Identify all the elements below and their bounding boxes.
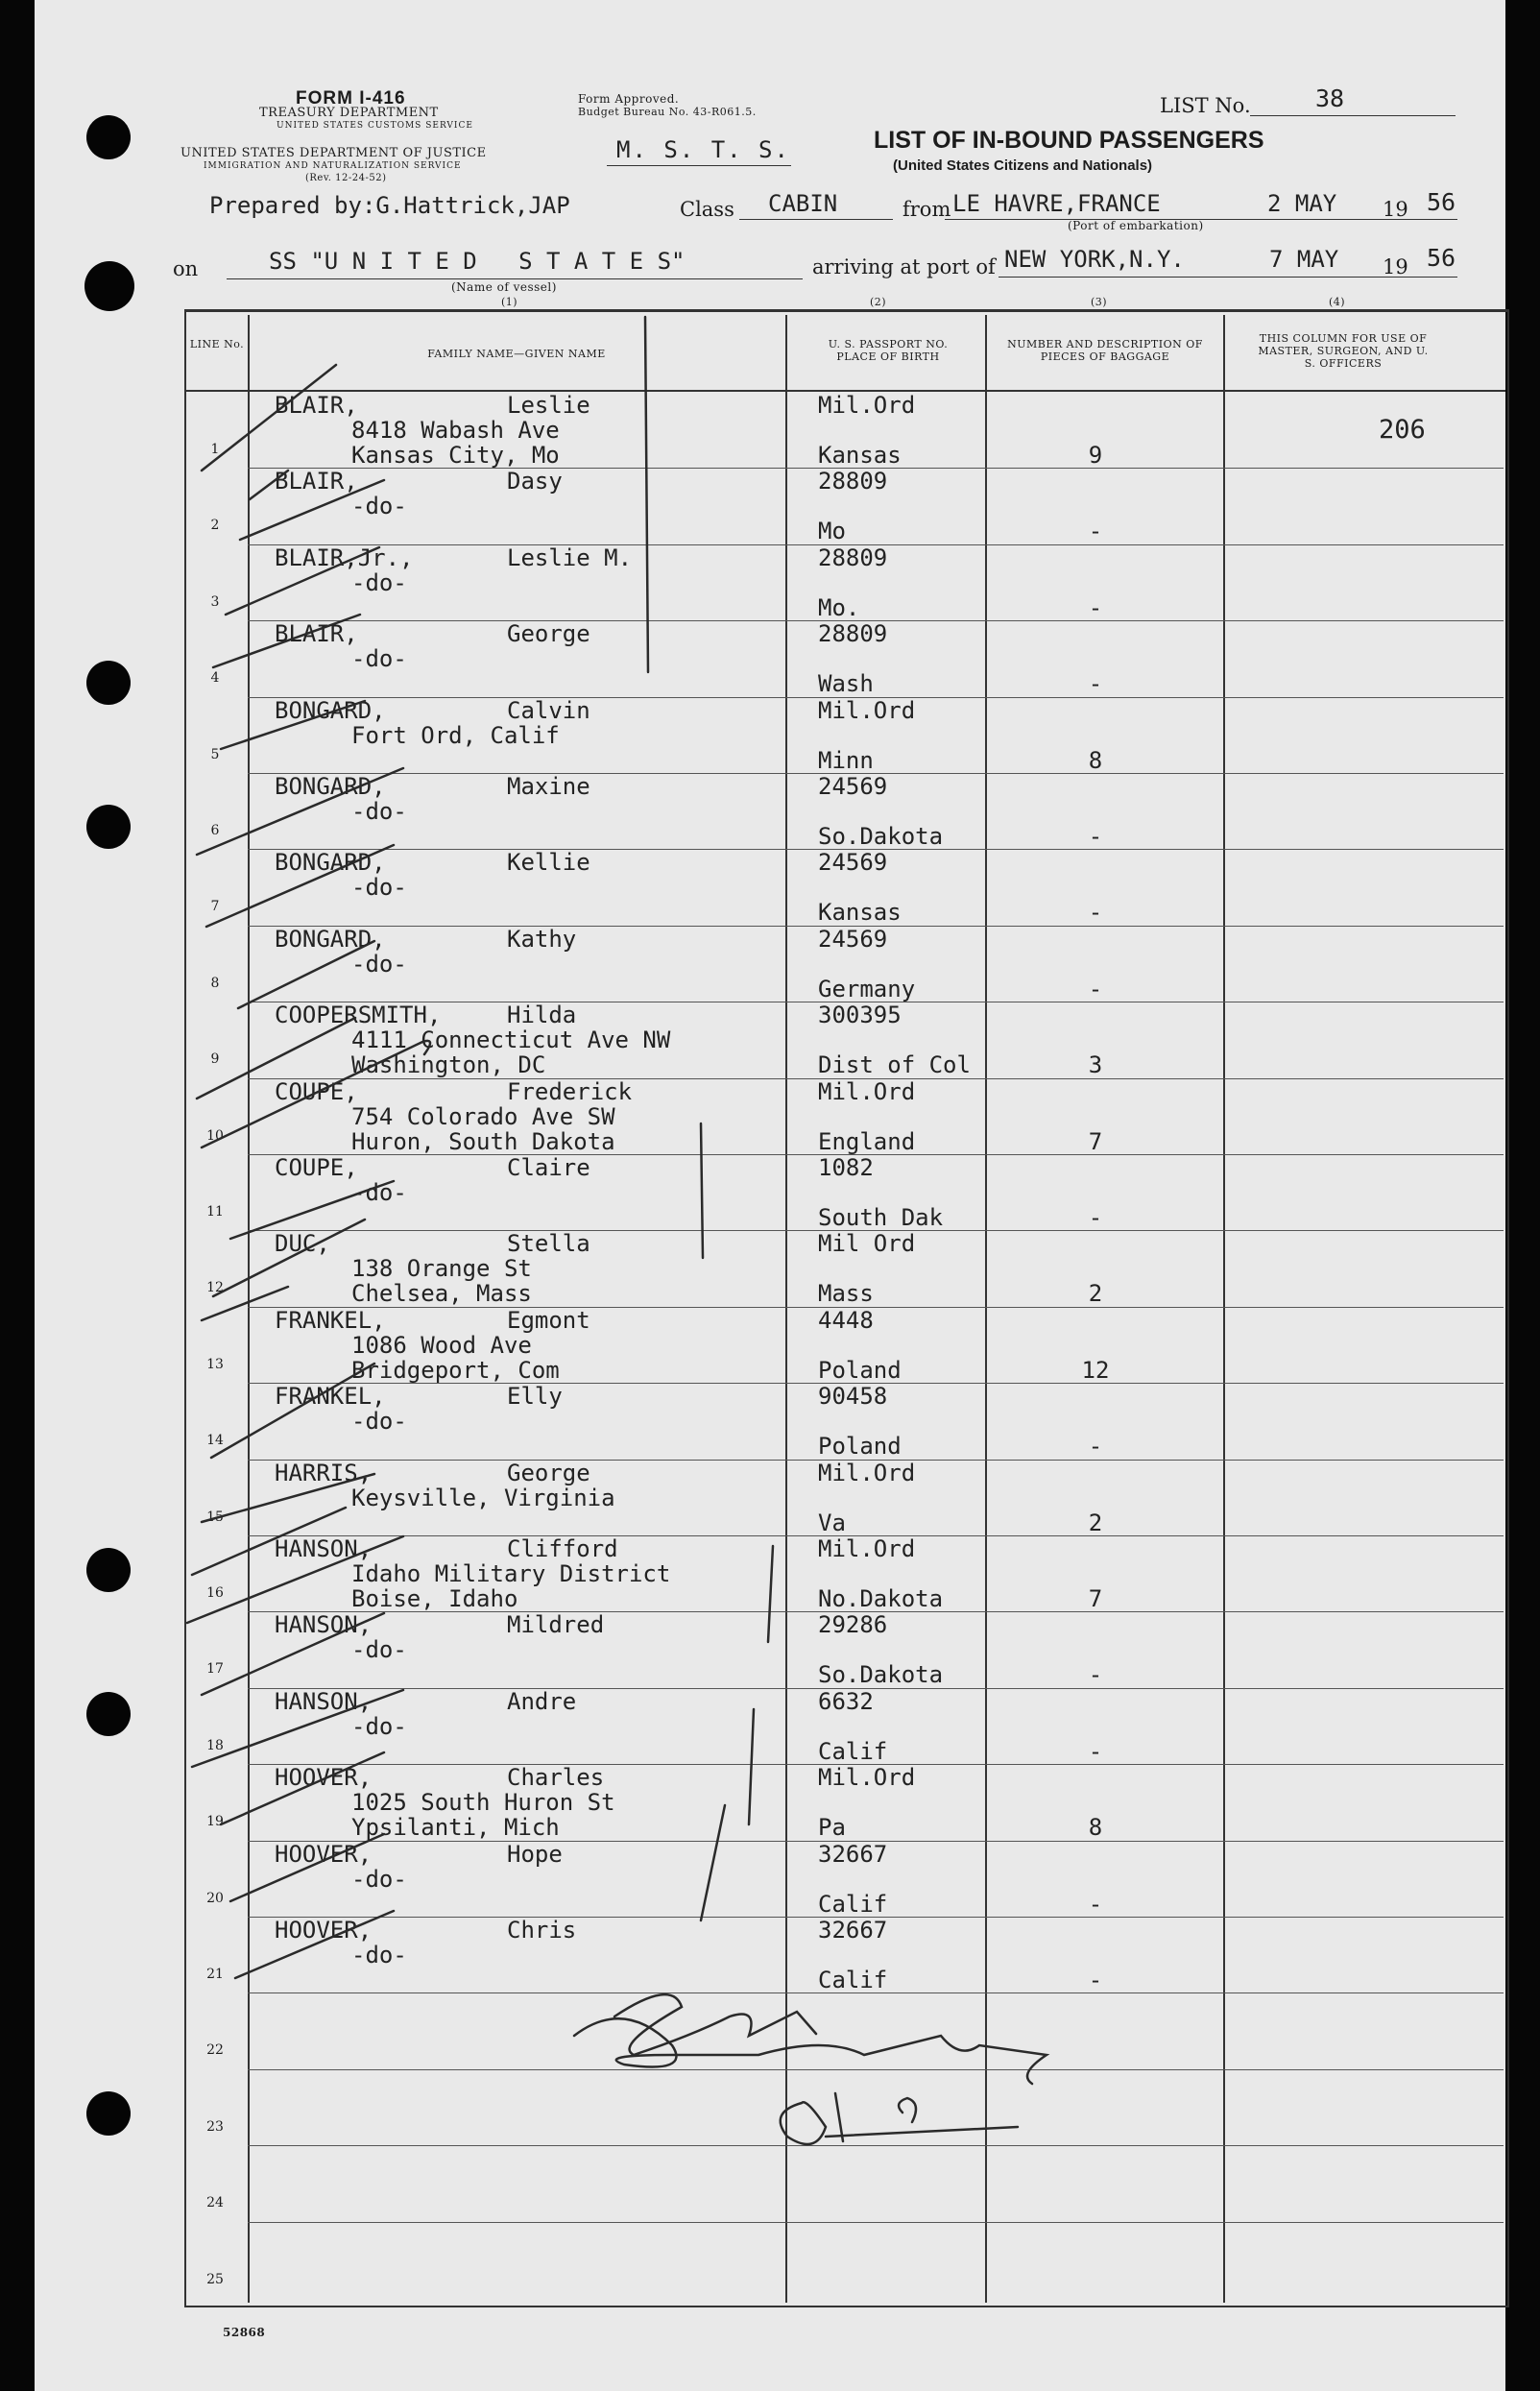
family-name: BONGARD,: [275, 696, 386, 724]
place-of-birth: So.Dakota: [818, 1661, 944, 1689]
family-name: BONGARD,: [275, 849, 386, 877]
baggage-count: -: [1088, 1737, 1103, 1765]
line-number: 18: [206, 1737, 224, 1753]
baggage-count: -: [1088, 670, 1103, 698]
list-no: 38: [1315, 85, 1345, 112]
place-of-birth: South Dak: [818, 1204, 944, 1231]
address-line-1: 1025 South Huron St: [351, 1789, 615, 1817]
year-1: 56: [1427, 188, 1456, 216]
list-no-label: LIST No.: [1160, 94, 1251, 117]
place-of-birth: Minn: [818, 746, 874, 774]
given-name: Calvin: [507, 696, 590, 724]
baggage-count: 8: [1088, 746, 1103, 774]
passport-no: 24569: [818, 773, 888, 800]
passport-no: 300395: [818, 1002, 902, 1029]
footer-code: 52868: [223, 2326, 266, 2339]
address-line-2: Huron, South Dakota: [351, 1127, 615, 1155]
given-name: Hope: [507, 1840, 563, 1868]
family-name: HANSON,: [275, 1611, 373, 1639]
address-line-1: 8418 Wabash Ave: [351, 417, 560, 444]
family-name: DUC,: [275, 1230, 330, 1258]
place-of-birth: Calif: [818, 1890, 888, 1918]
vessel-caption: (Name of vessel): [451, 280, 557, 294]
family-name: BLAIR,Jr.,: [275, 543, 414, 571]
given-name: Andre: [507, 1687, 577, 1715]
embark-date: 2 MAY: [1267, 190, 1337, 217]
address-line-2: Ypsilanti, Mich: [351, 1814, 560, 1842]
baggage-count: -: [1088, 1433, 1103, 1461]
given-name: George: [507, 620, 590, 648]
line-number: 5: [210, 746, 220, 762]
class-label: Class: [680, 198, 734, 221]
family-name: BLAIR,: [275, 620, 358, 648]
place-of-birth: Dist of Col: [818, 1051, 971, 1079]
address-line-1: -do-: [351, 950, 407, 978]
year-prefix-2: 19: [1383, 255, 1408, 278]
line-number: 24: [206, 2195, 224, 2211]
arrival-port: NEW YORK,N.Y.: [1004, 246, 1185, 273]
passport-no: Mil.Ord: [818, 1077, 916, 1105]
given-name: Elly: [507, 1383, 563, 1411]
passport-no: 28809: [818, 468, 888, 495]
line-number: 9: [210, 1051, 220, 1068]
form-approved: Form Approved.: [578, 92, 680, 106]
place-of-birth: Mo.: [818, 593, 860, 621]
passport-no: Mil.Ord: [818, 1764, 916, 1792]
baggage-count: 7: [1088, 1585, 1103, 1612]
year-prefix-1: 19: [1383, 198, 1408, 221]
justice-dept: UNITED STATES DEPARTMENT OF JUSTICE: [180, 146, 487, 160]
passport-no: Mil.Ord: [818, 696, 916, 724]
given-name: Kellie: [507, 849, 590, 877]
baggage-count: -: [1088, 899, 1103, 927]
baggage-count: -: [1088, 823, 1103, 850]
baggage-count: 8: [1088, 1814, 1103, 1842]
header-passport: U. S. PASSPORT NO. PLACE OF BIRTH: [828, 338, 949, 363]
passport-no: Mil.Ord: [818, 392, 916, 419]
family-name: COUPE,: [275, 1077, 358, 1105]
budget-bureau: Budget Bureau No. 43-R061.5.: [578, 106, 757, 118]
family-name: HARRIS,: [275, 1459, 373, 1486]
given-name: Kathy: [507, 925, 577, 953]
family-name: HANSON,: [275, 1535, 373, 1562]
baggage-count: -: [1088, 1890, 1103, 1918]
vessel-name: SS "U N I T E D S T A T E S": [269, 248, 686, 275]
family-name: FRANKEL,: [275, 1306, 386, 1334]
family-name: FRANKEL,: [275, 1383, 386, 1411]
header-officers: THIS COLUMN FOR USE OF MASTER, SURGEON, AND U. S. OFFICERS: [1258, 332, 1429, 370]
given-name: Frederick: [507, 1077, 633, 1105]
given-name: Charles: [507, 1764, 605, 1792]
address-line-1: Keysville, Virginia: [351, 1484, 615, 1511]
line-number: 8: [210, 975, 220, 991]
address-line-1: -do-: [351, 798, 407, 825]
address-line-1: -do-: [351, 1408, 407, 1436]
given-name: Claire: [507, 1154, 590, 1181]
officers-note: 206: [1379, 415, 1426, 445]
line-number: 15: [206, 1509, 224, 1525]
family-name: HOOVER,: [275, 1917, 373, 1944]
address-line-2: Kansas City, Mo: [351, 442, 560, 469]
place-of-birth: Poland: [818, 1356, 902, 1384]
place-of-birth: Mo: [818, 518, 846, 545]
passport-no: 28809: [818, 620, 888, 648]
given-name: Clifford: [507, 1535, 618, 1562]
baggage-count: 2: [1088, 1509, 1103, 1536]
address-line-1: -do-: [351, 493, 407, 520]
line-number: 10: [206, 1127, 224, 1144]
agency: M. S. T. S.: [616, 136, 790, 163]
place-of-birth: Va: [818, 1509, 846, 1536]
address-line-1: 754 Colorado Ave SW: [351, 1102, 615, 1130]
line-number: 4: [210, 670, 220, 687]
revision: (Rev. 12-24-52): [305, 173, 387, 183]
address-line-1: -do-: [351, 1179, 407, 1206]
line-number: 12: [206, 1280, 224, 1296]
family-name: BONGARD,: [275, 773, 386, 800]
place-of-birth: Calif: [818, 1967, 888, 1993]
address-line-2: Bridgeport, Com: [351, 1356, 560, 1384]
passport-no: 28809: [818, 543, 888, 571]
line-number: 16: [206, 1585, 224, 1601]
baggage-count: 9: [1088, 442, 1103, 469]
address-line-2: Boise, Idaho: [351, 1585, 518, 1612]
passport-no: Mil.Ord: [818, 1535, 916, 1562]
address-line-1: 1086 Wood Ave: [351, 1331, 532, 1359]
ins-service: IMMIGRATION AND NATURALIZATION SERVICE: [204, 161, 462, 171]
address-line-1: Fort Ord, Calif: [351, 721, 560, 749]
customs-service: UNITED STATES CUSTOMS SERVICE: [277, 121, 473, 131]
treasury-dept: TREASURY DEPARTMENT: [259, 106, 439, 120]
address-line-1: -do-: [351, 568, 407, 596]
place-of-birth: Calif: [818, 1737, 888, 1765]
line-number: 23: [206, 2118, 224, 2135]
port-embark-caption: (Port of embarkation): [1068, 219, 1204, 232]
line-number: 22: [206, 2042, 224, 2059]
family-name: BONGARD,: [275, 925, 386, 953]
line-number: 14: [206, 1433, 224, 1449]
line-number: 7: [210, 899, 220, 915]
address-line-2: Chelsea, Mass: [351, 1280, 532, 1308]
baggage-count: -: [1088, 1967, 1103, 1993]
arrival-date: 7 MAY: [1269, 246, 1339, 273]
line-number: 3: [210, 593, 220, 610]
form-number: FORM I-416: [296, 88, 406, 109]
family-name: COOPERSMITH,: [275, 1002, 442, 1029]
family-name: HOOVER,: [275, 1840, 373, 1868]
given-name: Mildred: [507, 1611, 605, 1639]
from-label: from: [902, 198, 951, 221]
baggage-count: -: [1088, 975, 1103, 1002]
baggage-count: 7: [1088, 1127, 1103, 1155]
passport-no: 90458: [818, 1383, 888, 1411]
line-number: 19: [206, 1814, 224, 1830]
place-of-birth: Pa: [818, 1814, 846, 1842]
baggage-count: -: [1088, 593, 1103, 621]
baggage-count: -: [1088, 1661, 1103, 1689]
address-line-1: -do-: [351, 1636, 407, 1664]
address-line-1: 4111 Connecticut Ave NW: [351, 1026, 671, 1054]
from-value: LE HAVRE,FRANCE: [952, 190, 1161, 217]
line-number: 2: [210, 518, 220, 534]
list-subtitle: (United States Citizens and Nationals): [893, 157, 1153, 174]
address-line-1: -do-: [351, 874, 407, 902]
place-of-birth: Kansas: [818, 899, 902, 927]
family-name: HOOVER,: [275, 1764, 373, 1792]
passport-no: 6632: [818, 1687, 874, 1715]
col-num-4: (4): [1329, 296, 1346, 308]
place-of-birth: England: [818, 1127, 916, 1155]
given-name: Hilda: [507, 1002, 577, 1029]
passport-no: 1082: [818, 1154, 874, 1181]
on-label: on: [173, 257, 199, 280]
class-value: CABIN: [768, 190, 838, 217]
passport-no: 24569: [818, 925, 888, 953]
passport-no: 24569: [818, 849, 888, 877]
family-name: HANSON,: [275, 1687, 373, 1715]
line-number: 17: [206, 1661, 224, 1678]
place-of-birth: Wash: [818, 670, 874, 698]
year-2: 56: [1427, 244, 1456, 272]
passport-no: 29286: [818, 1611, 888, 1639]
line-number: 13: [206, 1356, 224, 1372]
given-name: Leslie M.: [507, 543, 633, 571]
baggage-count: -: [1088, 1204, 1103, 1231]
col-num-1: (1): [501, 296, 518, 308]
address-line-2: Washington, DC: [351, 1051, 546, 1079]
header-line-no: LINE No.: [189, 338, 245, 350]
baggage-count: -: [1088, 518, 1103, 545]
line-number: 21: [206, 1967, 224, 1982]
list-title: LIST OF IN-BOUND PASSENGERS: [874, 127, 1264, 154]
header-name: FAMILY NAME—GIVEN NAME: [427, 348, 606, 360]
given-name: Maxine: [507, 773, 590, 800]
address-line-1: -do-: [351, 1942, 407, 1968]
place-of-birth: Poland: [818, 1433, 902, 1461]
passport-no: Mil Ord: [818, 1230, 916, 1258]
place-of-birth: Germany: [818, 975, 916, 1002]
family-name: BLAIR,: [275, 468, 358, 495]
place-of-birth: No.Dakota: [818, 1585, 944, 1612]
given-name: Dasy: [507, 468, 563, 495]
given-name: Leslie: [507, 392, 590, 419]
line-number: 11: [206, 1204, 224, 1220]
passport-no: Mil.Ord: [818, 1459, 916, 1486]
line-number: 6: [210, 823, 220, 838]
given-name: George: [507, 1459, 590, 1486]
col-num-3: (3): [1091, 296, 1108, 308]
line-number: 1: [210, 442, 220, 457]
passport-no: 32667: [818, 1840, 888, 1868]
baggage-count: 2: [1088, 1280, 1103, 1308]
prepared-by: Prepared by:G.Hattrick,JAP: [209, 192, 570, 219]
given-name: Chris: [507, 1917, 577, 1944]
place-of-birth: Mass: [818, 1280, 874, 1308]
header-baggage: NUMBER AND DESCRIPTION OF PIECES OF BAGGAGE: [1007, 338, 1203, 363]
passport-no: 32667: [818, 1917, 888, 1944]
arriving-label: arriving at port of: [812, 255, 996, 278]
place-of-birth: So.Dakota: [818, 823, 944, 850]
baggage-count: 3: [1088, 1051, 1103, 1079]
line-number: 25: [206, 2271, 224, 2287]
given-name: Egmont: [507, 1306, 590, 1334]
address-line-1: Idaho Military District: [351, 1560, 671, 1587]
passport-no: 4448: [818, 1306, 874, 1334]
address-line-1: 138 Orange St: [351, 1255, 532, 1283]
address-line-1: -do-: [351, 1712, 407, 1740]
baggage-count: 12: [1081, 1356, 1110, 1384]
given-name: Stella: [507, 1230, 590, 1258]
line-number: 20: [206, 1890, 224, 1906]
col-num-2: (2): [870, 296, 887, 308]
address-line-1: -do-: [351, 645, 407, 673]
family-name: COUPE,: [275, 1154, 358, 1181]
place-of-birth: Kansas: [818, 442, 902, 469]
family-name: BLAIR,: [275, 392, 358, 419]
address-line-1: -do-: [351, 1865, 407, 1893]
